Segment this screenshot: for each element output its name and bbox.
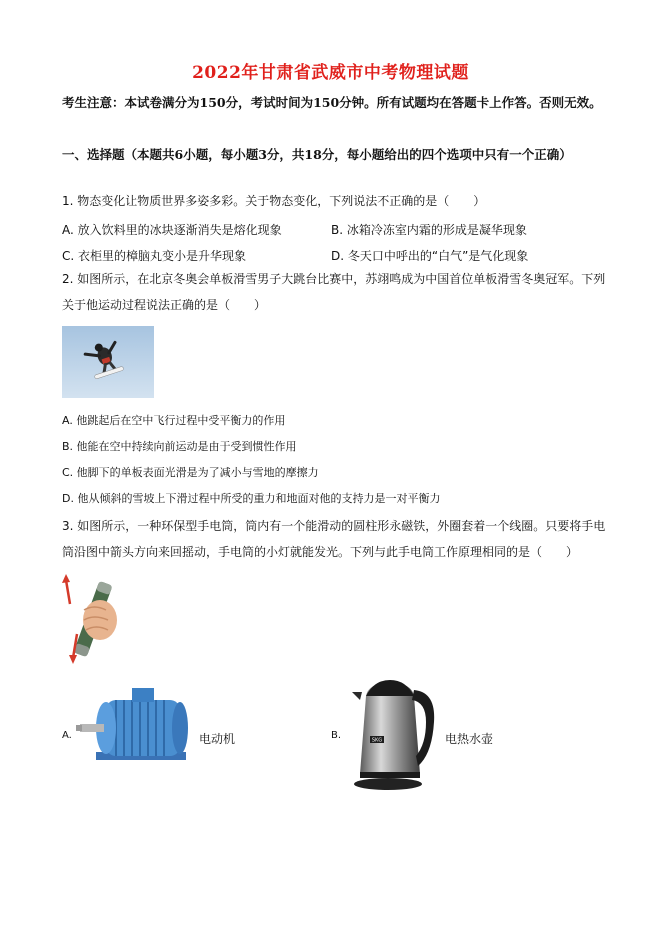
- question-2-option-b: B. 他能在空中持续向前运动是由于受到惯性作用: [62, 440, 297, 453]
- section-heading: 一、选择题（本题共6小题，每小题3分，共18分，每小题给出的四个选项中只有一个正确）: [62, 147, 572, 162]
- kettle-brand-text: SKG: [371, 737, 383, 744]
- question-2-stem: 2. 如图所示，在北京冬奥会单板滑雪男子大跳台比赛中，苏翊鸣成为中国首位单板滑雪冬奥冠军。下列关于他运动过程说法正确的是（ ）: [62, 272, 606, 312]
- question-2-option-d: D. 他从倾斜的雪坡上下滑过程中所受的重力和地面对他的支持力是一对平衡力: [62, 492, 441, 505]
- question-1-option-a: A. 放入饮料里的冰块逐渐消失是熔化现象: [62, 223, 282, 237]
- electric-motor-image: [76, 686, 194, 766]
- question-1-option-b: B. 冰箱冷冻室内霜的形成是凝华现象: [331, 223, 527, 237]
- page-title: 2022年甘肃省武威市中考物理试题: [192, 63, 469, 83]
- question-3-option-a-letter: A.: [62, 730, 72, 741]
- question-1-option-d: D. 冬天口中呼出的“白气”是气化现象: [331, 249, 529, 263]
- question-2-option-a: A. 他跳起后在空中飞行过程中受平衡力的作用: [62, 414, 286, 427]
- question-3-option-b-label: 电热水壶: [445, 732, 494, 746]
- question-3-stem: 3. 如图所示，一种环保型手电筒，筒内有一个能滑动的圆柱形永磁铁，外圈套着一个线圈。只要将手电筒沿图中箭头方向来回摇动，手电筒的小灯就能发光。下列与此手电筒工作原理相同的是（ ）: [62, 519, 606, 559]
- question-3-option-a-label: 电动机: [199, 732, 236, 746]
- exam-notice: 考生注意：本试卷满分为150分，考试时间为150分钟。所有试题均在答题卡上作答。否则无效。: [62, 95, 602, 110]
- question-1-stem: 1. 物态变化让物质世界多姿多彩。关于物态变化，下列说法不正确的是（ ）: [62, 194, 486, 208]
- flashlight-hand-image: [62, 574, 124, 664]
- electric-kettle-image: [350, 674, 440, 792]
- question-1-option-c: C. 衣柜里的樟脑丸变小是升华现象: [62, 249, 247, 263]
- snowboarder-photo: [62, 326, 154, 398]
- question-2-option-c: C. 他脚下的单板表面光滑是为了减小与雪地的摩擦力: [62, 466, 319, 479]
- question-3-option-b-letter: B.: [331, 730, 342, 741]
